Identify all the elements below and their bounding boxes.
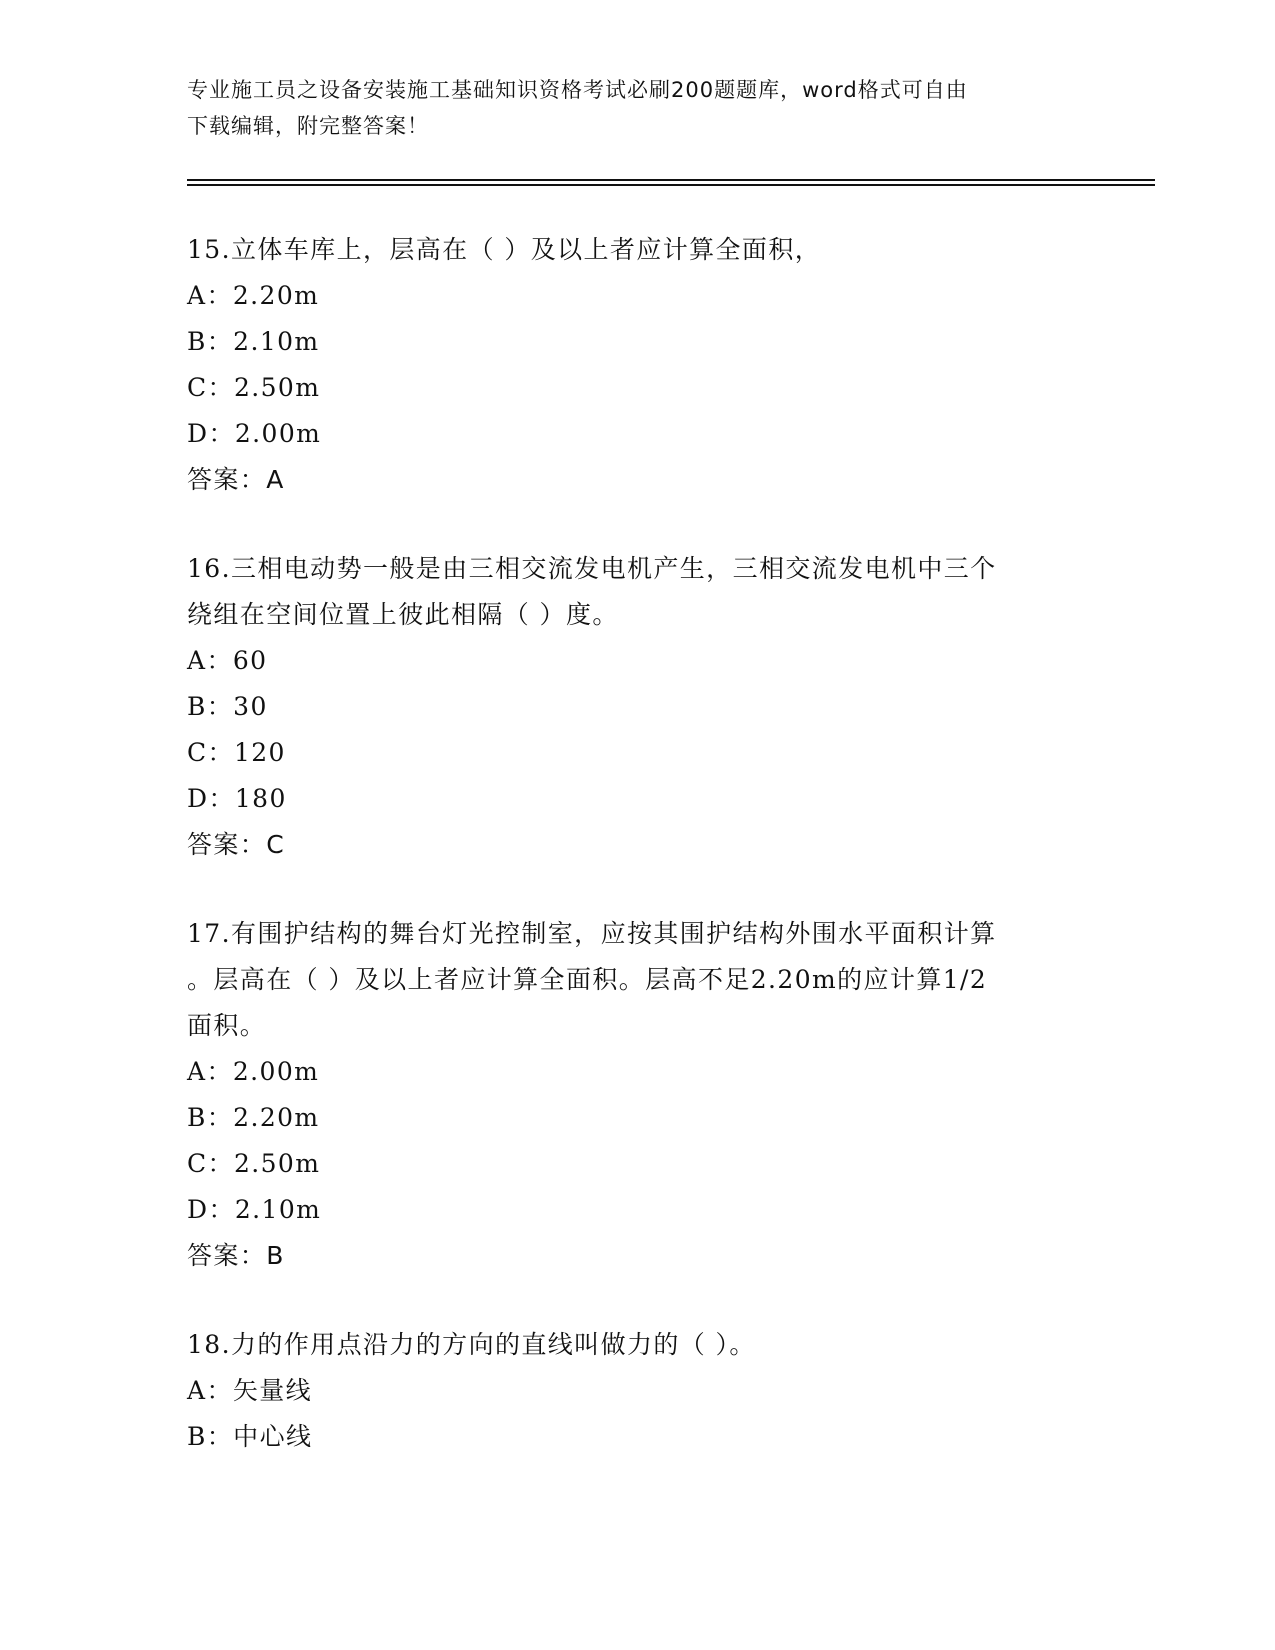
answer-line: [187, 822, 1087, 868]
option-a: [187, 1368, 1087, 1414]
option-label: A：: [187, 281, 233, 310]
question-18: [187, 1322, 1087, 1460]
answer-value: B: [266, 1241, 285, 1270]
question-text: 绕组在空间位置上彼此相隔（ ）度。: [187, 600, 619, 629]
option-label: A：: [187, 1057, 233, 1086]
option-text: 180: [234, 784, 287, 813]
question-text: 立体车库上，层高在（ ）及以上者应计算全面积，: [230, 235, 822, 264]
option-text: 2.10m: [234, 1195, 322, 1224]
question-line: [187, 1003, 1087, 1049]
option-c: [187, 730, 1087, 776]
header-title-line-2: 下载编辑，附完整答案！: [187, 114, 429, 138]
question-line: [187, 957, 1087, 1003]
answer-value: A: [266, 465, 285, 494]
question-list: [187, 227, 1087, 1503]
header-divider-top: [187, 179, 1155, 181]
option-label: A：: [187, 646, 233, 675]
question-number: 17.: [187, 919, 231, 948]
header-divider-bottom: [187, 184, 1155, 186]
option-label: B：: [187, 327, 234, 356]
answer-label: 答案：: [187, 465, 267, 494]
option-text: 2.50m: [233, 1149, 321, 1178]
option-c: [187, 365, 1087, 411]
option-d: [187, 1187, 1087, 1233]
document-header: [187, 72, 1087, 144]
option-label: A：: [187, 1376, 233, 1405]
question-number: 18.: [187, 1330, 231, 1359]
option-b: [187, 1414, 1087, 1460]
option-label: D：: [187, 1195, 235, 1224]
question-number: 16.: [187, 554, 231, 583]
question-number: 15.: [187, 235, 231, 264]
option-label: D：: [187, 784, 235, 813]
option-c: [187, 1141, 1087, 1187]
option-text: 2.00m: [234, 419, 322, 448]
option-b: [187, 684, 1087, 730]
option-d: [187, 776, 1087, 822]
question-line: [187, 592, 1087, 638]
question-line: [187, 227, 1087, 273]
option-b: [187, 1095, 1087, 1141]
option-d: [187, 411, 1087, 457]
option-text: 120: [233, 738, 286, 767]
question-line: [187, 1322, 1087, 1368]
option-a: [187, 273, 1087, 319]
option-a: [187, 638, 1087, 684]
question-15: [187, 227, 1087, 503]
question-text: 有围护结构的舞台灯光控制室，应按其围护结构外围水平面积计算: [230, 919, 997, 948]
option-label: B：: [187, 1422, 234, 1451]
option-text: 30: [233, 692, 268, 721]
answer-line: [187, 1233, 1087, 1279]
answer-line: [187, 457, 1087, 503]
option-label: B：: [187, 1103, 234, 1132]
answer-label: 答案：: [187, 830, 267, 859]
question-17: [187, 911, 1087, 1279]
option-text: 2.50m: [233, 373, 321, 402]
option-text: 2.10m: [233, 327, 320, 356]
question-16: [187, 546, 1087, 868]
question-text: 面积。: [187, 1011, 267, 1040]
question-text: 三相电动势一般是由三相交流发电机产生，三相交流发电机中三个: [230, 554, 997, 583]
answer-value: C: [266, 830, 286, 859]
question-line: [187, 546, 1087, 592]
option-text: 60: [232, 646, 268, 675]
option-b: [187, 319, 1087, 365]
option-label: C：: [187, 373, 234, 402]
option-a: [187, 1049, 1087, 1095]
option-label: D：: [187, 419, 235, 448]
header-title-line-1: 专业施工员之设备安装施工基础知识资格考试必刷200题题库，word格式可自由: [187, 78, 968, 102]
question-text: 。层高在（ ）及以上者应计算全面积。层高不足2.20m的应计算1/2: [187, 965, 988, 994]
option-text: 2.20m: [232, 281, 320, 310]
question-text: 力的作用点沿力的方向的直线叫做力的（ ）。: [230, 1330, 756, 1359]
option-text: 2.00m: [232, 1057, 320, 1086]
option-label: C：: [187, 738, 234, 767]
question-line: [187, 911, 1087, 957]
option-text: 矢量线: [232, 1376, 313, 1405]
option-label: C：: [187, 1149, 234, 1178]
answer-label: 答案：: [187, 1241, 267, 1270]
option-text: 中心线: [233, 1422, 313, 1451]
option-text: 2.20m: [233, 1103, 320, 1132]
option-label: B：: [187, 692, 234, 721]
